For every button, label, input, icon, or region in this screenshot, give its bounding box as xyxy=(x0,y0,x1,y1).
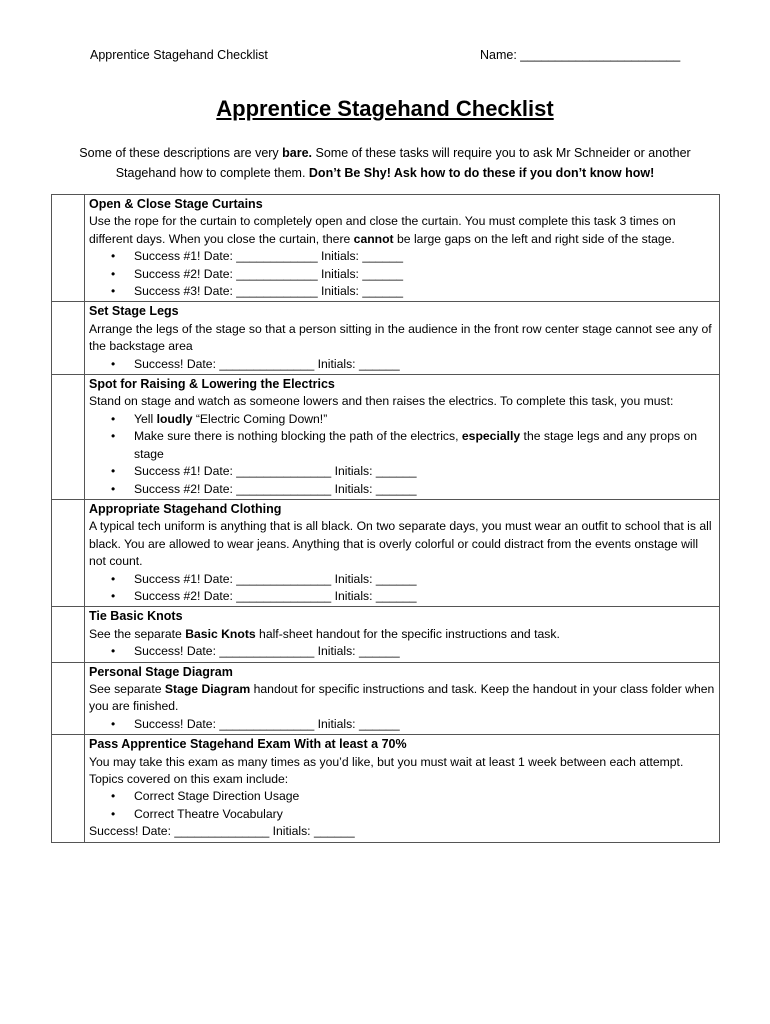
success-line: • Success #3! Date: ____________ Initials: ______ xyxy=(134,283,715,300)
checkbox-cell[interactable] xyxy=(52,195,85,302)
task-cell xyxy=(85,375,720,500)
success-line: • Success #1! Date: ______________ Initials: ______ xyxy=(134,463,715,480)
task-row xyxy=(52,499,720,606)
task-cell xyxy=(85,195,720,302)
page-title: Apprentice Stagehand Checklist xyxy=(216,96,554,121)
task-description: See separate Stage Diagram handout for specific instructions and task. Keep the handout in your class folder when you are finished. xyxy=(89,681,715,714)
success-line: • Success #2! Date: ____________ Initials: ______ xyxy=(134,266,715,283)
task-description: You may take this exam as many times as you’d like, but you must wait at least 1 week between each attempt. Topics covered on this exam include: xyxy=(89,754,684,786)
success-line: • Success! Date: ______________ Initials: ______ xyxy=(134,716,715,733)
task-items xyxy=(89,356,715,373)
task-items xyxy=(89,643,715,660)
task-items xyxy=(89,716,715,733)
task-description: Arrange the legs of the stage so that a person sitting in the audience in the front row center stage cannot see any of the backstage area xyxy=(89,321,712,354)
intro-text: Some of these descriptions are very bare. Some of these tasks will require you to ask Mr Schneider or another Stagehand how to complete them. Don’t Be Shy! Ask how to do these if you don’t know how! xyxy=(79,146,691,180)
task-row xyxy=(52,375,720,500)
success-line: • Success #2! Date: ______________ Initials: ______ xyxy=(134,588,715,605)
success-line: Success! Date: ______________ Initials: ______ xyxy=(89,824,355,839)
task-title: Set Stage Legs xyxy=(89,304,179,319)
task-description: See the separate Basic Knots half-sheet handout for the specific instructions and task. xyxy=(89,626,560,641)
task-row xyxy=(52,195,720,302)
task-cell xyxy=(85,499,720,606)
task-items xyxy=(89,788,715,823)
success-line: • Success #1! Date: ______________ Initials: ______ xyxy=(134,571,715,588)
task-items xyxy=(89,411,715,498)
task-title: Open & Close Stage Curtains xyxy=(89,197,263,211)
success-line: • Success #1! Date: ____________ Initials: ______ xyxy=(134,248,715,265)
checkbox-cell[interactable] xyxy=(52,302,85,375)
instruction-item: • Make sure there is nothing blocking the path of the electrics, especially the stage legs and any props on stage xyxy=(134,428,715,463)
task-title: Spot for Raising & Lowering the Electrics xyxy=(89,377,335,392)
checkbox-cell[interactable] xyxy=(52,607,85,662)
success-line: • Success! Date: ______________ Initials: ______ xyxy=(134,643,715,660)
checkbox-cell[interactable] xyxy=(52,375,85,500)
task-cell xyxy=(85,735,720,842)
task-title: Personal Stage Diagram xyxy=(89,664,233,679)
task-cell xyxy=(85,607,720,662)
task-title: Pass Apprentice Stagehand Exam With at least a 70% xyxy=(89,737,407,752)
checkbox-cell[interactable] xyxy=(52,499,85,606)
topic-item: • Correct Stage Direction Usage xyxy=(134,788,715,805)
instruction-item: • Yell loudly “Electric Coming Down!” xyxy=(134,411,715,428)
success-line: • Success #2! Date: ______________ Initials: ______ xyxy=(134,481,715,498)
task-description: A typical tech uniform is anything that is all black. On two separate days, you must wear an outfit to school that is all black. You are allowed to wear jeans. Anything that is overly colorful or could distract from the events onstage will not count. xyxy=(89,519,712,569)
task-title: Appropriate Stagehand Clothing xyxy=(89,501,282,516)
topic-item: • Correct Theatre Vocabulary xyxy=(134,806,715,823)
task-cell xyxy=(85,302,720,375)
task-title: Tie Basic Knots xyxy=(89,609,183,624)
task-row xyxy=(52,735,720,842)
checklist-table xyxy=(51,194,720,843)
task-row xyxy=(52,302,720,375)
task-row xyxy=(52,662,720,735)
task-items xyxy=(89,248,715,300)
task-description: Use the rope for the curtain to completely open and close the curtain. You must complete this task 3 times on different days. When you close the curtain, there cannot be large gaps on the left and right side of the stage. xyxy=(89,214,676,246)
checkbox-cell[interactable] xyxy=(52,735,85,842)
header-name-field: Name: _______________________ xyxy=(480,48,681,62)
task-cell xyxy=(85,662,720,735)
task-items xyxy=(89,571,715,606)
task-description: Stand on stage and watch as someone lowers and then raises the electrics. To complete this task, you must: xyxy=(89,394,674,409)
header-doc-label: Apprentice Stagehand Checklist xyxy=(90,48,268,62)
checkbox-cell[interactable] xyxy=(52,662,85,735)
success-line: • Success! Date: ______________ Initials: ______ xyxy=(134,356,715,373)
task-row xyxy=(52,607,720,662)
